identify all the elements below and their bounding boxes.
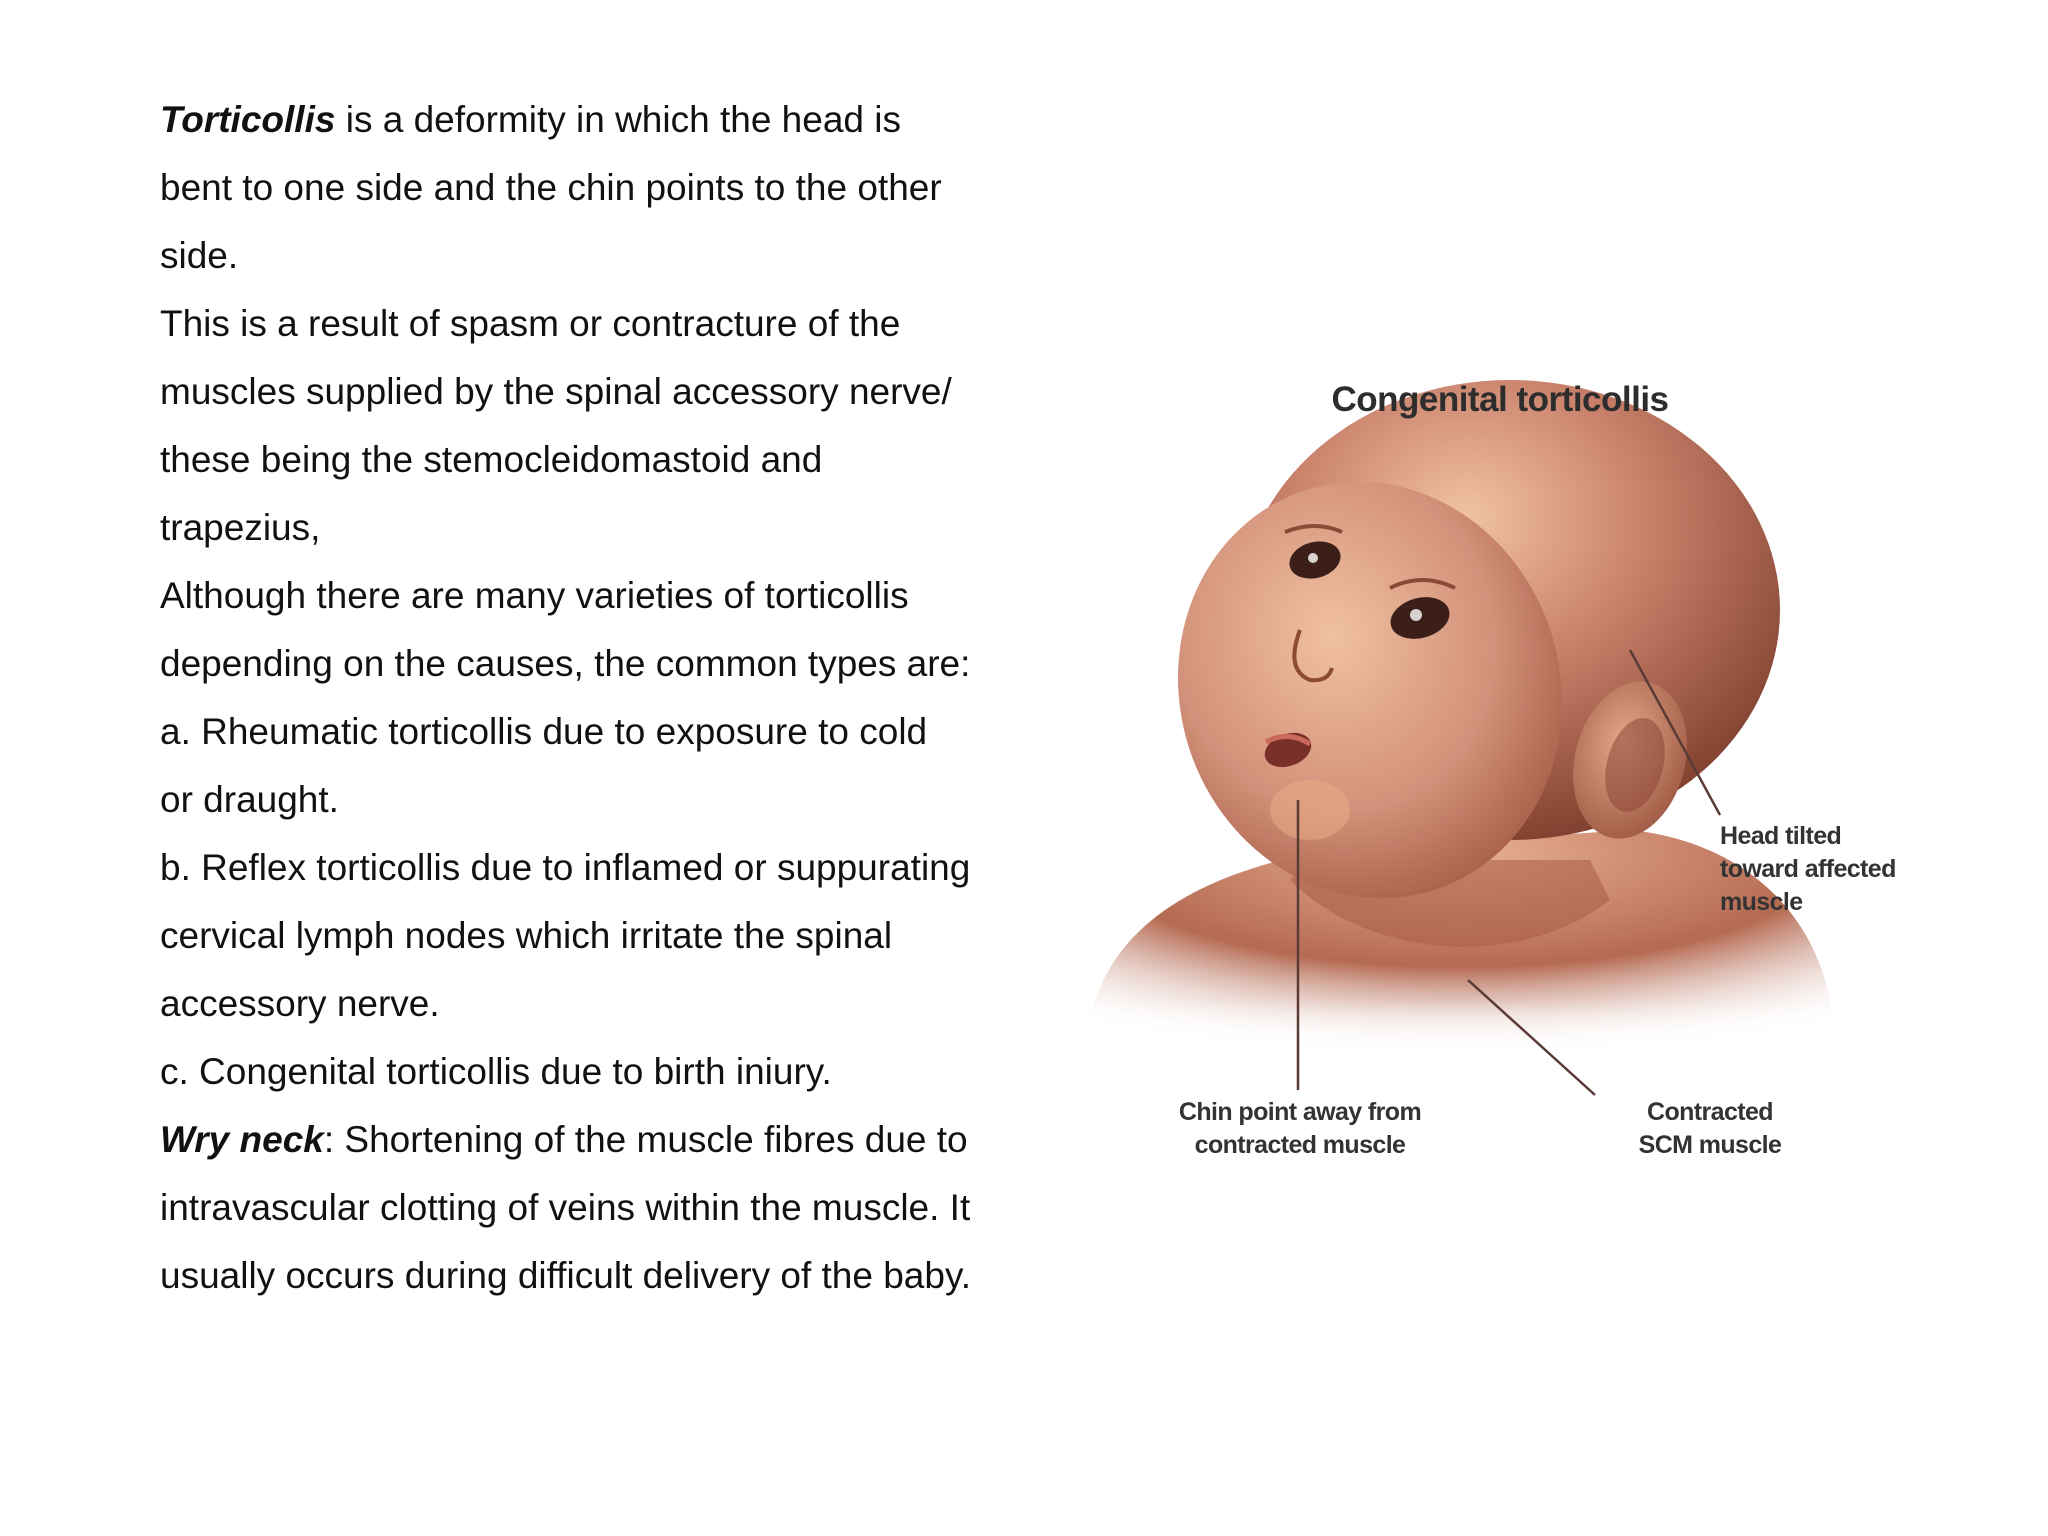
term-torticollis: Torticollis xyxy=(160,99,336,140)
torticollis-illustration xyxy=(1070,360,1930,1180)
label-contracted-scm: Contracted SCM muscle xyxy=(1638,1098,1782,1159)
text-line: usually occurs during difficult delivery of the baby. xyxy=(160,1255,972,1296)
text-line: depending on the causes, the common types are: xyxy=(160,643,971,684)
list-item-c: c. Congenital torticollis due to birth iniury. xyxy=(160,1051,832,1092)
document-text xyxy=(160,86,1040,1310)
list-item-b: b. Reflex torticollis due to inflamed or suppurating xyxy=(160,847,971,888)
baby-head-illustration xyxy=(1070,360,1930,1180)
label-chin-point: Chin point away from contracted muscle xyxy=(1178,1098,1422,1159)
right-eye-highlight xyxy=(1410,609,1422,621)
text-line: This is a result of spasm or contracture of the xyxy=(160,303,901,344)
list-item-a-cont: or draught. xyxy=(160,779,339,820)
list-item-b-cont: accessory nerve. xyxy=(160,983,440,1024)
text-line: Torticollis is a deformity in which the head is xyxy=(160,99,901,140)
text-line: muscles supplied by the spinal accessory nerve/ xyxy=(160,371,952,412)
label-head-tilted: Head tilted toward affected muscle xyxy=(1720,822,1896,916)
text-line: these being the stemocleidomastoid and xyxy=(160,439,823,480)
left-eye-highlight xyxy=(1308,553,1318,563)
chin-highlight xyxy=(1270,780,1350,840)
text-line: bent to one side and the chin points to the other xyxy=(160,167,942,208)
shoulder-fade xyxy=(1070,1000,1930,1080)
text-line: intravascular clotting of veins within the muscle. It xyxy=(160,1187,971,1228)
text-line: side. xyxy=(160,235,239,276)
text-line: Although there are many varieties of torticollis xyxy=(160,575,909,616)
text-line: trapezius, xyxy=(160,507,321,548)
figure-title: Congenital torticollis xyxy=(1331,380,1669,419)
list-item-b-cont: cervical lymph nodes which irritate the spinal xyxy=(160,915,893,956)
text-line: Wry neck: Shortening of the muscle fibres due to xyxy=(160,1119,968,1160)
term-wry-neck: Wry neck xyxy=(160,1119,324,1160)
list-item-a: a. Rheumatic torticollis due to exposure to cold xyxy=(160,711,928,752)
